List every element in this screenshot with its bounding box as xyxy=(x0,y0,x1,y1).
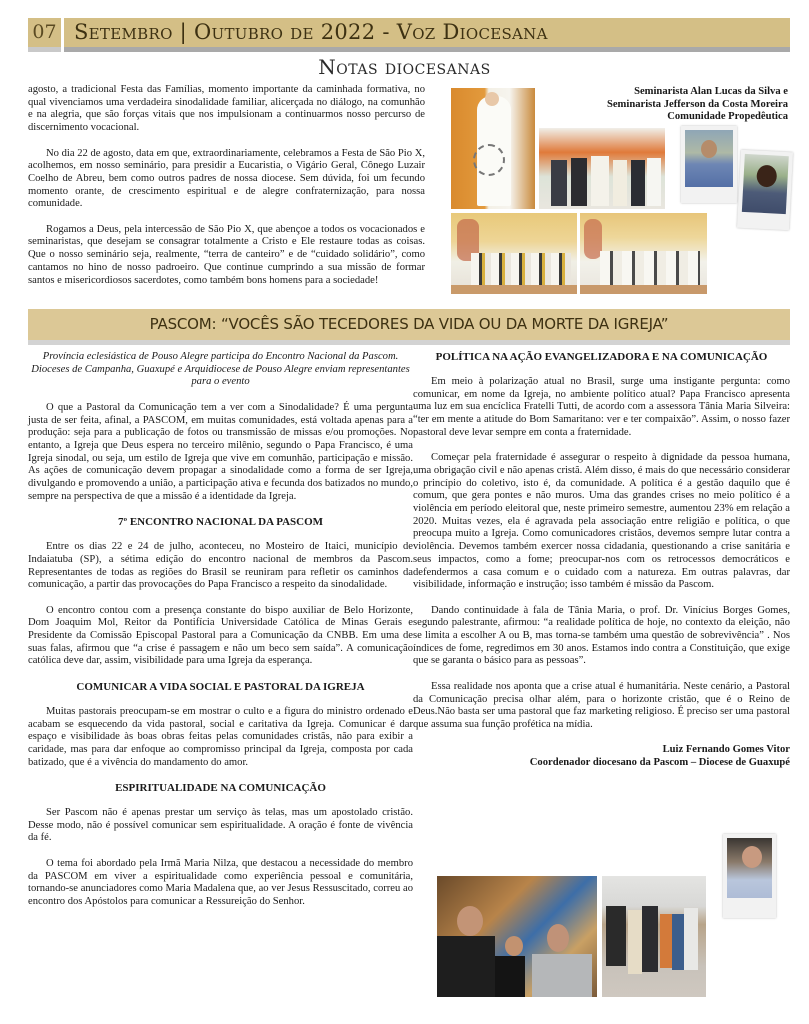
photo-group-altar xyxy=(539,128,665,209)
page-number: 07 xyxy=(28,18,61,47)
subhead-encontro: 7º ENCONTRO NACIONAL DA PASCOM xyxy=(117,516,324,529)
pascom-intro: O que a Pastoral da Comunicação tem a ver com a Sinodalidade? É uma pergunta justa de ser feita, afinal, a PASCOM, em muitas comunidades, está voltada apenas para a produção: seja para a publicação de fotos ou transmissão de missas e/ou promoções. No entanto, a Igreja que Deus espera no terceiro milênio, segundo o Papa Francisco, é uma Igreja sinodal, ou seja, um estilo de Igreja que vive em comunhão, participação e missão. As ações de comunicação devem propagar a sinodalidade como a forma de ser Igreja, divulgando e promovendo a união, a participação ativa e fecunda dos batizados no mundo, sempre na perspectiva de que a missão é a identidade da Igreja. xyxy=(28,401,413,502)
credit-line: Comunidade Propedêutica xyxy=(667,111,788,123)
pascom-right-column xyxy=(413,351,790,770)
author-role: Coordenador diocesano da Pascom – Diocese de Guaxupé xyxy=(529,757,790,769)
photo-chapel-group-2 xyxy=(580,213,707,294)
photo-sao-pio-statue xyxy=(451,88,535,209)
pascom-paragraph: Muitas pastorais preocupam-se em mostrar o culto e a figura do ministro ordenado e acabam se esquecendo da vida pastoral, social e caritativa da Igreja. Comunicar é dar espaço e visibilidade às boas obras feitas pelas comunidades cristãs, não para exibir a caridade, mas para dar enfoque ao compromisso principal da Igreja, composta por cada batizado, que é a vivência do mandamento do amor. xyxy=(28,705,413,768)
pascom-paragraph: O encontro contou com a presença constante do bispo auxiliar de Belo Horizonte, Dom Joaquim Mol, Reitor da Pontifícia Universidade Católica de Minas Gerais e Presidente da Comissão Episcopal Pastoral para a Comunicação da CNBB. Em uma de suas falas, afirmou que “a crise é passagem e não um beco sem saída”. A comunicação católica deve dar, assim, visibilidade para uma Igreja da esperança. xyxy=(28,604,413,667)
pascom-banner-title: PASCOM: “VOCÊS SÃO TECEDORES DA VIDA OU DA MORTE DA IGREJA” xyxy=(149,315,669,333)
notas-paragraph: No dia 22 de agosto, data em que, extraordinariamente, celebramos a Festa de São Pio X, acolhemos, em nosso seminário, para presidir a Eucaristia, o Vigário Geral, Cônego Luzair Coelho de Abreu, bem como outros padres de nossa diocese. Sem dúvida, foi um fecundo momento orante, de crescimento espiritual e de alegre confraternização, para nossa comunidade. xyxy=(28,147,425,210)
notas-paragraph: agosto, a tradicional Festa das Famílias, momento importante da caminhada formativa, no qual vivenciamos uma verdadeira sinodalidade familiar, alicerçada no diálogo, na comunhão e na alegria, que são forças vitais que nos impulsionam a continuarmos nosso percurso de discernimento vocacional. xyxy=(28,84,425,134)
notas-article xyxy=(28,84,425,287)
pascom-paragraph: Ser Pascom não é apenas prestar um serviço às telas, mas um apostolado cristão. Desse modo, não é possível comunicar sem espiritualidade. A oração é fonte de vivência da fé. xyxy=(28,807,413,844)
pascom-paragraph: Entre os dias 22 e 24 de julho, aconteceu, no Mosteiro de Itaici, município de Indaiatuba (SP), a sétima edição do encontro nacional de membros da Pascom. Representantes de todas as regiões do Brasil se reuniram para refletir os caminhos da comunicação, a partir das provocações do Papa Francisco a respeito da sinodalidade. xyxy=(28,541,413,591)
pascom-paragraph: Em meio à polarização atual no Brasil, surge uma instigante pergunta: como comunicar, em nome da Igreja, no ambiente político atual? Papa Francisco apresenta uma luz em sua encíclica Fratelli Tutti, de acordo com a assessora Tânia Maria Silveira: “ter em mente a atitude do Bom Samaritano: ver e ter compaixão”. Assim, o nosso fazer pastoral deve levar sempre em conta a fraternidade. xyxy=(413,376,790,438)
subhead-comunicar: COMUNICAR A VIDA SOCIAL E PASTORAL DA IGREJA xyxy=(76,680,365,693)
pascom-paragraph: Começar pela fraternidade é assegurar o respeito à dignidade da pessoa humana, uma obrigação civil e não apenas cristã. Além disso, é mais do que necessário considerar o princípio do coletivo, isto é, da comunidade. A política é a gestão daquilo que é comum, que gera pontes e não muros. Uma das grandes crises no meio político é a violência em período eleitoral que, neste primeiro semestre, aumentou 23% em relação a 2020. Muitas vezes, ela é agravada pela associação entre religião e política, o que preocupa muito a Igreja. Como comunicadores cristãos, devemos sempre lutar contra a violência. Devemos também exercer nossa cidadania, questionando a crise sanitária e seus impactos, como a fome; preocupar-nos com os retrocessos democráticos e defendermos a casa comum e o cuidado com a natureza. Em outras palavras, dar visibilidade, informação e instrução; isso também é missão da Pascom. xyxy=(413,452,790,591)
subhead-espiritualidade: ESPIRITUALIDADE NA COMUNICAÇÃO xyxy=(115,782,326,795)
pascom-lead: Província eclesiástica de Pouso Alegre participa do Encontro Nacional da Pascom. Dioceses de Campanha, Guaxupé e Arquidiocese de Pouso Alegre enviam representantes para o evento xyxy=(31,351,410,388)
portrait-alan-lucas xyxy=(681,126,737,203)
subhead-politica: POLÍTICA NA AÇÃO EVANGELIZADORA E NA COMUNICAÇÃO xyxy=(435,351,768,363)
notas-credit xyxy=(560,86,788,124)
pascom-paragraph: O tema foi abordado pela Irmã Maria Nilza, que destacou a necessidade do membro da PASCOM em viver a espiritualidade como experiência pessoal e comunitária, tornando-se anunciadores como Maria Madalena que, ao ver Jesus Ressuscitado, correu ao encontro dos Apóstolos para comunicar a Ressureição do Senhor. xyxy=(28,857,413,907)
pascom-paragraph: Essa realidade nos aponta que a crise atual é humanitária. Neste cenário, a Pastoral da Comunicação precisa olhar além, para o horizonte cristão, que é o Reino de Deus.Não basta ser uma pastoral que faz marketing religioso. É preciso ser uma pastoral que assuma sua função profética na mídia. xyxy=(413,680,790,730)
portrait-luiz-fernando xyxy=(723,834,776,918)
section-title-notas: Notas diocesanas xyxy=(318,55,491,79)
pascom-left-column xyxy=(28,351,413,909)
photo-pascom-group xyxy=(602,876,706,997)
pascom-paragraph: Dando continuidade à fala de Tânia Maria, o prof. Dr. Vinícius Borges Gomes, segundo palestrante, afirmou: “a realidade política de hoje, no contexto da eleição, não se limita a escolher A ou B, mas torna-se também uma questão de sobrevivência” . Nos índices de fome, regredimos em 30 anos. Estamos indo contra a Constituição, que exige que se garanta o básico para as pessoas”. xyxy=(413,604,790,667)
author-name: Luiz Fernando Gomes Vitor xyxy=(662,744,790,756)
photo-pascom-selfie xyxy=(437,876,597,997)
page-number-shadow xyxy=(28,47,61,52)
photo-chapel-group-1 xyxy=(451,213,577,294)
notas-paragraph: Rogamos a Deus, pela intercessão de São Pio X, que abençoe a todos os vocacionados e seminaristas, que desejam se consagrar totalmente a Cristo e Ele restaure todas as coisas. Que o nosso seminário seja, realmente, “terra de canteiro” e de “cuidado solidário”, como cantamos no hino de nosso padroeiro. Que continue cumprindo a sua missão de formar santos e misericordiosos sacerdotes, como também bons homens para a sociedade! xyxy=(28,223,425,286)
credit-line: Seminarista Alan Lucas da Silva e xyxy=(634,86,788,97)
header-title: Setembro | Outubro de 2022 - Voz Diocesana xyxy=(74,20,548,44)
portrait-jefferson xyxy=(737,150,793,231)
credit-line: Seminarista Jefferson da Costa Moreira xyxy=(606,98,788,110)
pascom-banner-shadow xyxy=(28,340,790,345)
